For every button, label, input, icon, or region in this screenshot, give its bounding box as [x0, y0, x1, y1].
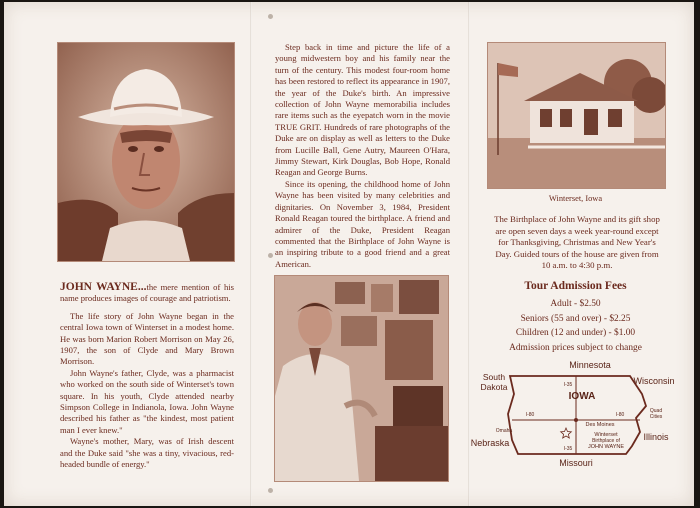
label-quad: Quad — [649, 408, 663, 414]
label-illinois: Illinois — [643, 432, 669, 442]
label-minnesota: Minnesota — [569, 360, 611, 370]
label-birthplace-of: Birthplace of — [592, 438, 620, 444]
john-wayne-portrait-photo — [57, 42, 235, 262]
label-john-wayne: JOHN WAYNE — [587, 444, 625, 450]
label-i35-top: I-35 — [563, 382, 573, 388]
left-panel-text — [60, 282, 234, 471]
admission-fees — [487, 280, 664, 355]
fee-children: Children (12 and under) - $1.00 — [515, 328, 636, 338]
punch-hole — [268, 14, 273, 19]
john-wayne-heading: JOHN WAYNE... — [60, 281, 147, 293]
winterset-star-icon — [561, 428, 572, 438]
reagan-illustration — [275, 276, 448, 481]
label-cities: Cities — [649, 414, 663, 420]
label-wisconsin: Wisconsin — [633, 376, 675, 386]
middle-paragraph: Since its opening, the childhood home of John Wayne has been visited by many celebrities and dignitaries. On November 3, 1984, President Ronald Reagan toured the birthplace. A friend and admirer of the Duke, President Reagan commented that the Birthplace of John Wayne is an inspiring tribute to a good friend and a great American. — [275, 178, 450, 269]
middle-panel-text — [275, 42, 450, 270]
left-paragraph: Wayne's mother, Mary, was of Irish descent and the Duke said "she was a tiny, vivacious, red-headed bundle of energy." — [60, 436, 234, 470]
left-paragraph: John Wayne's father, Clyde, was a pharmacist who worked on the south side of Winterset's town square. In his youth, Clyde attended nearby Simpson College in Indianola, Iowa. John Wayne described his father as "the kindest, most patient man I ever knew." — [60, 367, 234, 435]
label-winterset: Winterset — [594, 432, 618, 438]
house-illustration — [488, 43, 665, 188]
portrait-illustration — [58, 43, 234, 261]
label-i80-right: I-80 — [615, 412, 625, 418]
iowa-map — [470, 354, 680, 472]
punch-hole — [268, 488, 273, 493]
fee-adult: Adult - $2.50 — [550, 299, 601, 309]
house-caption: Winterset, Iowa — [548, 194, 603, 203]
punch-hole — [268, 253, 273, 258]
label-south: South — [482, 372, 506, 382]
left-paragraph: The life story of John Wayne began in the central Iowa town of Winterset in a modest home. He was born Marion Robert Morrison on May 26, 1907, the son of Clyde and Mary Brown Morrison. — [60, 310, 234, 367]
hours-text: The Birthplace of John Wayne and its gift shop are open seven days a week year-round except for Thanksgiving, Christmas and New Year's Day. Guided tours of the house are given from 10 a.m. to 4:30 p.m. — [494, 214, 660, 271]
label-iowa: IOWA — [568, 391, 596, 402]
label-i80-left: I-80 — [525, 412, 535, 418]
reagan-visit-photo — [274, 275, 449, 482]
fees-title: Tour Admission Fees — [524, 280, 627, 292]
fee-seniors: Seniors (55 and over) - $2.25 — [520, 313, 631, 324]
des-moines-dot — [574, 418, 578, 422]
label-i35-bottom: I-35 — [563, 446, 573, 452]
fees-note: Admission prices subject to change — [509, 342, 642, 353]
intro-text: the mere mention of his name produces images of courage and patriotism. — [60, 282, 234, 304]
label-missouri: Missouri — [559, 458, 593, 468]
middle-paragraph: Step back in time and picture the life of a young midwestern boy and his family near the turn of the century. This modest four-room home has been restored to reflect its appearance in 1907, the year of the Duke's birth. An impressive collection of John Wayne memorabilia includes rare items such as the eyepatch worn in the movie TRUE GRIT. Hundreds of rare photographs of the Duke are on display as well as letters to the Duke from Lucille Ball, Gene Autry, Maureen O'Hara, Jimmy Stewart, Kirk Douglas, Bob Hope, Ronald Reagan and George Burns. — [275, 42, 450, 178]
label-nebraska: Nebraska — [470, 438, 510, 448]
label-dakota: Dakota — [480, 382, 508, 392]
winterset-house-photo — [487, 42, 666, 189]
fold-line-left — [250, 2, 252, 506]
label-des-moines: Des Moines — [585, 422, 615, 428]
label-omaha: Omaha — [495, 428, 513, 434]
